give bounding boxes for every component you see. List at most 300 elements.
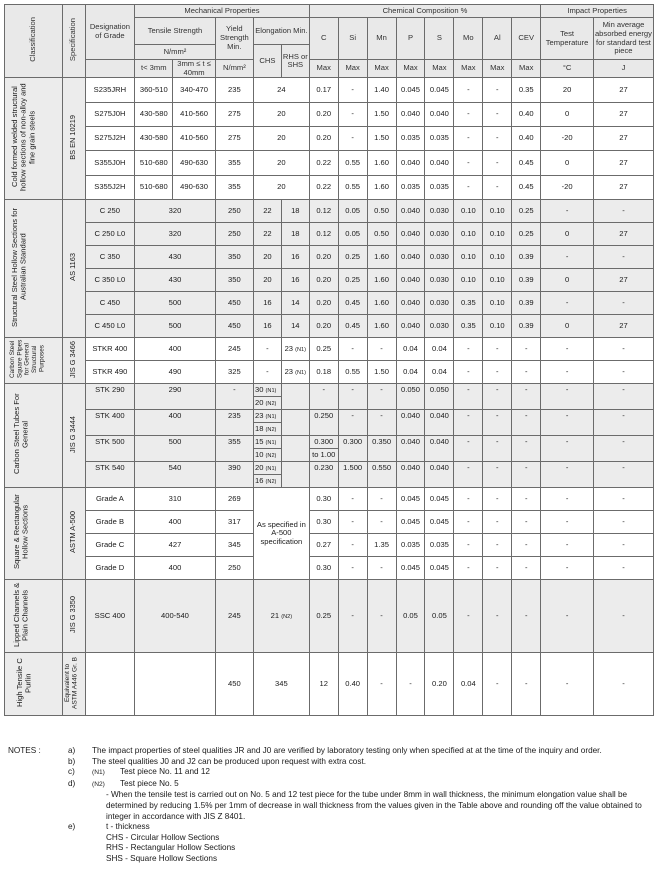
cell: 0.20 xyxy=(309,269,338,292)
cell: 0.10 xyxy=(483,315,512,338)
cell: 0.25 xyxy=(338,269,367,292)
cell: 1.35 xyxy=(367,534,396,557)
cell: - xyxy=(512,557,541,580)
cell: 0.045 xyxy=(396,78,425,102)
cell: - xyxy=(541,384,594,410)
note-e: e) t - thickness xyxy=(68,822,150,832)
cell: 0.39 xyxy=(512,246,541,269)
cell: 0.55 xyxy=(338,361,367,384)
cell: 430 xyxy=(135,246,216,269)
header-classification: Classification xyxy=(5,5,63,78)
cell: 0.10 xyxy=(483,200,512,223)
cell: 275 xyxy=(215,102,253,126)
cell: 0.040 xyxy=(396,315,425,338)
cell xyxy=(281,436,309,462)
header-temp-unit: °C xyxy=(541,60,594,78)
cell: 0.035 xyxy=(425,127,454,151)
cell: 345 xyxy=(253,653,309,716)
spec-g6: JIS G 3350 xyxy=(62,580,85,653)
cell: 410-560 xyxy=(173,127,215,151)
grade-cell: C 250 xyxy=(85,200,135,223)
cell: - xyxy=(454,361,483,384)
cell: 20 xyxy=(253,246,281,269)
cell: 0.17 xyxy=(309,78,338,102)
cell: 0.045 xyxy=(396,488,425,511)
cell: - xyxy=(593,361,653,384)
header-tensile: Tensile Strength xyxy=(135,18,216,45)
cell: - xyxy=(338,511,367,534)
cell: 355 xyxy=(215,175,253,199)
cell: - xyxy=(454,78,483,102)
cell: 1.50 xyxy=(367,127,396,151)
cell: 269 xyxy=(215,488,253,511)
cell: - xyxy=(483,557,512,580)
header-t-lt3: t< 3mm xyxy=(135,60,173,78)
cell: 0.45 xyxy=(512,175,541,199)
grade-cell: STK 290 xyxy=(85,384,135,410)
header-max: Max xyxy=(454,60,483,78)
cell: - xyxy=(367,580,396,653)
cell: - xyxy=(253,361,281,384)
cell: 20 xyxy=(253,175,309,199)
cell: - xyxy=(338,488,367,511)
cell: 1.60 xyxy=(367,315,396,338)
cell: 24 xyxy=(253,78,309,102)
table-row xyxy=(5,175,654,199)
grade-cell: S355J2H xyxy=(85,175,135,199)
cell: 0.05 xyxy=(396,580,425,653)
cell: - xyxy=(541,361,594,384)
header-cev: CEV xyxy=(512,18,541,60)
cell: 16 xyxy=(253,292,281,315)
cell: 27 xyxy=(593,102,653,126)
spec-g1: BS EN 10219 xyxy=(62,78,85,200)
cell: - xyxy=(454,338,483,361)
cell: 0.25 xyxy=(309,580,338,653)
cell: 12 xyxy=(309,653,338,716)
cell: - xyxy=(367,384,396,410)
cell: 0.50 xyxy=(367,200,396,223)
cell: 16 (N2) xyxy=(253,475,281,488)
cell: 0.035 xyxy=(396,534,425,557)
cell: 320 xyxy=(135,200,216,223)
cell: - xyxy=(541,246,594,269)
cell: - xyxy=(541,511,594,534)
cell: 0.040 xyxy=(425,436,454,462)
cell: 355 xyxy=(215,151,253,175)
cell: 10 (N2) xyxy=(253,449,281,462)
cell: 390 xyxy=(215,462,253,488)
cell: 0.300 xyxy=(338,436,367,462)
cell xyxy=(281,384,309,410)
grade-cell: C 250 L0 xyxy=(85,223,135,246)
header-al: Al xyxy=(483,18,512,60)
cell: - xyxy=(338,338,367,361)
cell: 0.10 xyxy=(454,200,483,223)
cell: 30 (N1) xyxy=(253,384,281,397)
spec-g5: ASTM A-500 xyxy=(62,488,85,580)
cell: 27 xyxy=(593,175,653,199)
cell: 22 xyxy=(253,223,281,246)
cell: 16 xyxy=(281,269,309,292)
cell: 18 (N2) xyxy=(253,423,281,436)
grade-cell: STKR 490 xyxy=(85,361,135,384)
table-row xyxy=(5,436,654,449)
cell: - xyxy=(483,338,512,361)
cell: 245 xyxy=(215,580,253,653)
header-mn: Mn xyxy=(367,18,396,60)
cell: -20 xyxy=(541,175,594,199)
cell: - xyxy=(338,384,367,410)
note-d: d) (N2) Test piece No. 5 xyxy=(68,778,179,788)
cell: 0.20 xyxy=(309,127,338,151)
cell: - xyxy=(367,511,396,534)
table-row xyxy=(5,488,654,511)
cell: - xyxy=(593,338,653,361)
cell: - xyxy=(541,488,594,511)
cell: 0.05 xyxy=(425,580,454,653)
cell: - xyxy=(512,384,541,410)
grade-cell: C 450 xyxy=(85,292,135,315)
cell: 0.045 xyxy=(396,557,425,580)
cell: 0.40 xyxy=(512,127,541,151)
table-row xyxy=(5,315,654,338)
table-row xyxy=(5,462,654,475)
cell: 0.04 xyxy=(425,361,454,384)
cell: 0.04 xyxy=(454,653,483,716)
cell: - xyxy=(367,338,396,361)
cell: - xyxy=(512,410,541,436)
cell: - xyxy=(367,557,396,580)
cell: - xyxy=(367,653,396,716)
cell: 410-560 xyxy=(173,102,215,126)
table-row xyxy=(5,384,654,397)
cell: 0.20 xyxy=(425,653,454,716)
classification-g4: Carbon Steel Tubes For General xyxy=(5,384,63,488)
header-energy-unit: J xyxy=(593,60,653,78)
cell: 0.10 xyxy=(454,246,483,269)
cell: 1.500 xyxy=(338,462,367,488)
cell: 0.040 xyxy=(396,200,425,223)
cell: 427 xyxy=(135,534,216,557)
grade-cell: S235JRH xyxy=(85,78,135,102)
header-min-energy: Min average absorbed energy for standard test piece xyxy=(593,18,653,60)
cell: 325 xyxy=(215,361,253,384)
header-c: C xyxy=(309,18,338,60)
cell: - xyxy=(483,102,512,126)
grade-cell: Grade D xyxy=(85,557,135,580)
cell: - xyxy=(541,557,594,580)
cell: 22 xyxy=(253,200,281,223)
cell: - xyxy=(512,653,541,716)
cell: 0.030 xyxy=(425,223,454,246)
cell: 27 xyxy=(593,78,653,102)
cell: 400 xyxy=(135,511,216,534)
cell xyxy=(281,462,309,488)
note-e-shs: SHS - Square Hollow Sections xyxy=(106,853,218,863)
classification-g1: Cold formed welded structural hollow sections of non-alloy and fine grain steels xyxy=(5,78,63,200)
header-impact: Impact Properties xyxy=(541,5,654,18)
cell: 0.030 xyxy=(425,246,454,269)
cell: 0.40 xyxy=(338,653,367,716)
cell: 0.300 xyxy=(309,436,338,449)
cell: 0.040 xyxy=(396,436,425,462)
cell: - xyxy=(454,102,483,126)
cell: 0.040 xyxy=(396,269,425,292)
cell: - xyxy=(367,410,396,436)
cell: - xyxy=(454,557,483,580)
header-yield: Yield Strength Min. xyxy=(215,18,253,60)
grade-cell: Grade B xyxy=(85,511,135,534)
cell: 510-680 xyxy=(135,175,173,199)
cell: - xyxy=(483,384,512,410)
cell: - xyxy=(541,534,594,557)
cell: - xyxy=(483,78,512,102)
spec-g7: Equivalent to ASTM A446 Gr. B xyxy=(62,653,85,716)
header-si: Si xyxy=(338,18,367,60)
cell: 1.60 xyxy=(367,175,396,199)
cell: 0.39 xyxy=(512,269,541,292)
cell: 15 (N1) xyxy=(253,436,281,449)
cell: 0.035 xyxy=(425,175,454,199)
cell: 0.050 xyxy=(425,384,454,410)
cell: 27 xyxy=(593,223,653,246)
spec-g3: JIS G 3466 xyxy=(62,338,85,384)
cell: - xyxy=(454,151,483,175)
cell: 0.550 xyxy=(367,462,396,488)
cell: - xyxy=(483,410,512,436)
header-designation: Designation of Grade xyxy=(85,5,135,60)
cell: 0 xyxy=(541,102,594,126)
table-row xyxy=(5,580,654,653)
cell: 430-580 xyxy=(135,127,173,151)
cell: 345 xyxy=(215,534,253,557)
note-e-rhs: RHS - Rectangular Hollow Sections xyxy=(106,843,236,853)
cell: 0.18 xyxy=(309,361,338,384)
cell: 350 xyxy=(215,246,253,269)
cell: - xyxy=(396,653,425,716)
cell: 0.20 xyxy=(309,246,338,269)
cell: 0.55 xyxy=(338,175,367,199)
cell: 0.040 xyxy=(396,410,425,436)
cell: - xyxy=(593,436,653,462)
cell: - xyxy=(541,462,594,488)
cell: 0.10 xyxy=(483,246,512,269)
cell: 1.60 xyxy=(367,269,396,292)
cell: 0.045 xyxy=(425,78,454,102)
cell: 20 (N1) xyxy=(253,462,281,475)
cell: 0.39 xyxy=(512,315,541,338)
cell: 510-680 xyxy=(135,151,173,175)
cell: 0.22 xyxy=(309,151,338,175)
cell: - xyxy=(483,534,512,557)
cell: - xyxy=(454,410,483,436)
cell: 0.350 xyxy=(367,436,396,462)
cell: 0.04 xyxy=(396,338,425,361)
cell: 0.35 xyxy=(454,315,483,338)
cell: 20 xyxy=(253,151,309,175)
cell: - xyxy=(454,511,483,534)
cell: 0 xyxy=(541,223,594,246)
header-designation-blank xyxy=(85,60,135,78)
cell: 16 xyxy=(281,246,309,269)
cell: - xyxy=(541,338,594,361)
cell: 275 xyxy=(215,127,253,151)
header-t-range: 3mm ≤ t ≤ 40mm xyxy=(173,60,215,78)
header-max: Max xyxy=(367,60,396,78)
cell: 0.250 xyxy=(309,410,338,436)
cell: 14 xyxy=(281,292,309,315)
table-row xyxy=(5,410,654,423)
cell: 0.20 xyxy=(309,315,338,338)
cell: 0.27 xyxy=(309,534,338,557)
cell: 14 xyxy=(281,315,309,338)
cell: - xyxy=(593,200,653,223)
cell: 450 xyxy=(215,315,253,338)
cell: - xyxy=(338,410,367,436)
cell: - xyxy=(338,557,367,580)
cell: 400 xyxy=(135,338,216,361)
cell: 0.040 xyxy=(396,102,425,126)
cell: 1.60 xyxy=(367,151,396,175)
cell: 1.60 xyxy=(367,246,396,269)
cell: - xyxy=(593,292,653,315)
cell: 0.045 xyxy=(425,511,454,534)
cell: - xyxy=(454,488,483,511)
cell: 0.40 xyxy=(512,102,541,126)
cell: - xyxy=(483,151,512,175)
cell: - xyxy=(541,292,594,315)
cell: - xyxy=(338,534,367,557)
notes-list xyxy=(68,746,656,865)
properties-table xyxy=(4,4,654,716)
astm-elongation-note: As specified in A-500 specification xyxy=(253,488,309,580)
cell: 0.10 xyxy=(483,292,512,315)
grade-cell: STKR 400 xyxy=(85,338,135,361)
cell: 0.040 xyxy=(425,102,454,126)
cell: 0.040 xyxy=(396,462,425,488)
cell: 20 (N2) xyxy=(253,397,281,410)
cell: - xyxy=(483,175,512,199)
cell: 23 (N1) xyxy=(281,338,309,361)
note-d-detail: - When the tensile test is carried out on No. 5 and 12 test piece for the tube under 8mm in wall thickness, the minimum elongation value shall be determined by reducing 1.5% per 1mm of decrease in wall thickness from the values given in the Table above and rounding off the value obtained to integer in accordance with JIS Z 8401. xyxy=(106,790,642,821)
cell: - xyxy=(338,127,367,151)
cell: 0.25 xyxy=(309,338,338,361)
cell: 1.50 xyxy=(367,361,396,384)
header-chs: CHS xyxy=(253,45,281,78)
cell: 0.035 xyxy=(396,127,425,151)
note-e-chs: CHS - Circular Hollow Sections xyxy=(106,832,220,842)
cell: 0.10 xyxy=(454,223,483,246)
cell: 0.040 xyxy=(425,462,454,488)
grade-cell: S275J0H xyxy=(85,102,135,126)
cell: 540 xyxy=(135,462,216,488)
note-c: c) (N1) Test piece No. 11 and 12 xyxy=(68,767,210,777)
table-row xyxy=(5,338,654,361)
cell: 0.045 xyxy=(425,557,454,580)
cell: 0.030 xyxy=(425,200,454,223)
cell: - xyxy=(512,534,541,557)
cell: 1.60 xyxy=(367,292,396,315)
cell: 0.05 xyxy=(338,200,367,223)
cell: 0.040 xyxy=(396,223,425,246)
cell: - xyxy=(483,462,512,488)
cell: 0.30 xyxy=(309,511,338,534)
cell: 27 xyxy=(593,127,653,151)
cell: 20 xyxy=(541,78,594,102)
classification-g7: High Tensile C Purlin xyxy=(5,653,63,716)
cell: 0.040 xyxy=(425,151,454,175)
cell: - xyxy=(593,511,653,534)
cell: 0.39 xyxy=(512,292,541,315)
cell: 0.040 xyxy=(396,292,425,315)
cell xyxy=(281,410,309,436)
cell: 350 xyxy=(215,269,253,292)
cell: - xyxy=(512,511,541,534)
cell: 0 xyxy=(541,315,594,338)
cell: 490-630 xyxy=(173,151,215,175)
header-max: Max xyxy=(338,60,367,78)
cell: - xyxy=(593,653,653,716)
cell: - xyxy=(454,175,483,199)
cell: - xyxy=(309,384,338,410)
cell: 0.35 xyxy=(512,78,541,102)
cell: 0.30 xyxy=(309,557,338,580)
cell: - xyxy=(541,410,594,436)
cell: 20 xyxy=(253,127,309,151)
cell: 18 xyxy=(281,223,309,246)
header-s: S xyxy=(425,18,454,60)
table-row xyxy=(5,102,654,126)
cell: - xyxy=(593,410,653,436)
grade-cell xyxy=(85,653,135,716)
cell: 0.20 xyxy=(309,292,338,315)
cell: - xyxy=(593,246,653,269)
cell: - xyxy=(512,361,541,384)
cell: - xyxy=(454,580,483,653)
steel-properties-sheet xyxy=(4,4,654,744)
cell: 0.35 xyxy=(454,292,483,315)
cell: - xyxy=(454,127,483,151)
cell: - xyxy=(512,338,541,361)
cell: 500 xyxy=(135,292,216,315)
cell: - xyxy=(541,200,594,223)
cell: 0.04 xyxy=(425,338,454,361)
cell: 0.04 xyxy=(396,361,425,384)
classification-g3: Carbon Steel Square Pipes for General Structural Purposes xyxy=(5,338,63,384)
cell: 20 xyxy=(253,269,281,292)
table-row xyxy=(5,653,654,716)
cell: 310 xyxy=(135,488,216,511)
table-row xyxy=(5,127,654,151)
header-elongation: Elongation Min. xyxy=(253,18,309,45)
cell: to 1.00 xyxy=(309,449,338,462)
header-yield-unit: N/mm² xyxy=(215,60,253,78)
header-max: Max xyxy=(396,60,425,78)
grade-cell: STK 500 xyxy=(85,436,135,462)
cell: - xyxy=(593,384,653,410)
header-max: Max xyxy=(425,60,454,78)
cell: 0.22 xyxy=(309,175,338,199)
cell: 0.040 xyxy=(396,151,425,175)
cell: 0.030 xyxy=(425,315,454,338)
cell: 490-630 xyxy=(173,175,215,199)
cell: 0.25 xyxy=(512,200,541,223)
cell: 0.10 xyxy=(483,269,512,292)
grade-cell: STK 400 xyxy=(85,410,135,436)
cell: 0.035 xyxy=(396,175,425,199)
table-row xyxy=(5,223,654,246)
